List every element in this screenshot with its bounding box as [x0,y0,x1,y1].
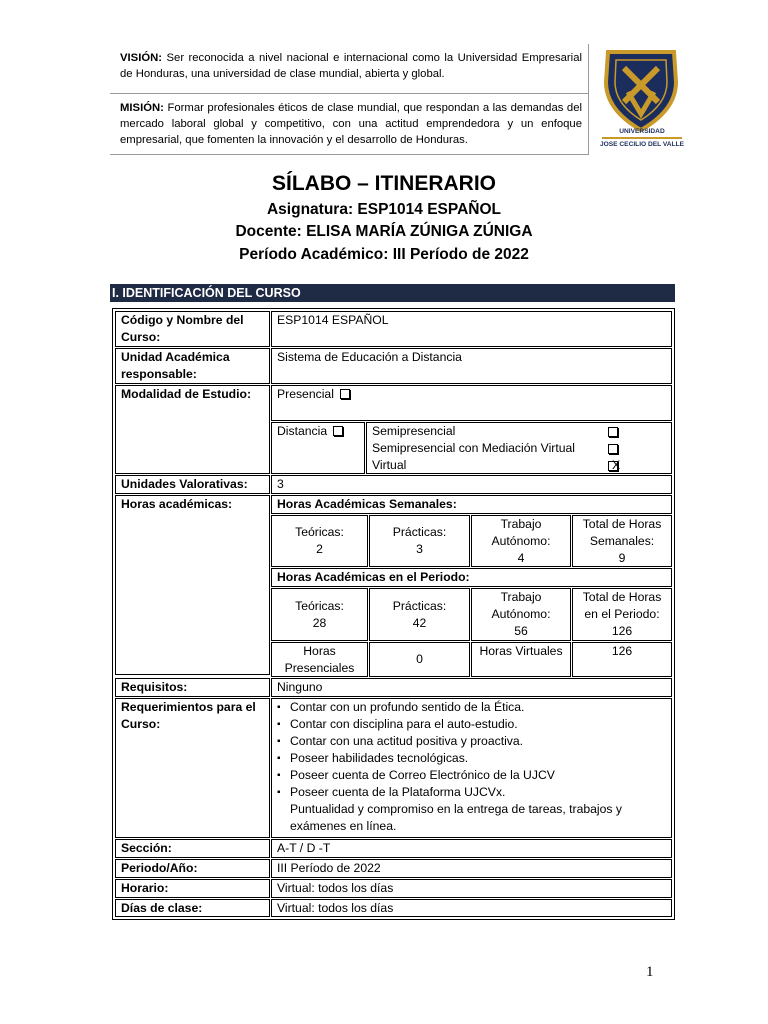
per-trabajo-label-2: Autónomo: [491,607,551,621]
checkbox-semipresencial-mediacion [608,444,618,454]
requisitos-label: Requisitos: [115,678,270,697]
codigo-label: Código y Nombre del Curso: [115,311,270,347]
header-divider [110,93,588,94]
list-item-extra: Puntualidad y compromiso en la entrega de tareas, trabajos y exámenes en línea. [290,802,622,833]
dias-label: Días de clase: [115,899,270,917]
presencial-cell [271,385,672,421]
vision-text: Ser reconocida a nivel nacional e internacional como la Universidad Empresarial de Honduras, una universidad de clase mundial, abierta y global. [120,52,582,80]
requerimientos-list [277,699,666,835]
vision-mission-box [110,44,589,155]
presenciales-label-2: Presenciales [284,661,355,675]
sem-teoricas-label: Teóricas: [295,525,344,539]
logo-line-1: UNIVERSIDAD [619,128,665,135]
checkbox-presencial [340,389,350,399]
per-practicas-cell [369,588,470,641]
sem-total-label-2: Semanales: [589,534,655,548]
seccion-value: A-T / D -T [271,839,672,858]
sem-trabajo-cell [471,515,571,567]
unidades-label: Unidades Valorativas: [115,475,270,494]
per-teoricas-label: Teóricas: [295,598,344,613]
mission-text: Formar profesionales éticos de clase mundial, que respondan a las demandas del mercado laboral global y competitivo, con una actitud emprendedora y un enfoque empresarial, que fomenten la innovación y el desarrollo de Honduras. [120,102,582,146]
semipresencial-mediacion-label: Semipresencial con Mediación Virtual [372,441,576,455]
sem-total-cell [572,515,672,567]
virtuales-label: Horas Virtuales [471,642,571,677]
sem-total-value: 9 [618,551,626,565]
per-practicas-value: 42 [412,615,427,630]
sem-trabajo-label-1: Trabajo [500,517,542,531]
vision-label: VISIÓN: [120,52,163,64]
mission-label: MISIÓN: [120,102,164,114]
periodo-header: Horas Académicas en el Periodo: [271,568,672,587]
requisitos-value: Ninguno [271,678,672,697]
horario-value: Virtual: todos los días [271,879,672,898]
presenciales-value: 0 [369,642,470,677]
per-total-label-2: en el Periodo: [584,607,660,621]
presenciales-label-cell [271,642,368,677]
periodo-anio-value: III Período de 2022 [271,859,672,878]
per-trabajo-label-1: Trabajo [500,590,542,604]
horario-label: Horario: [115,879,270,898]
per-teoricas-value: 28 [312,615,327,630]
list-item: ▪ Poseer cuenta de la Plataforma UJCVx. [277,784,666,801]
document-title: SÍLABO – ITINERARIO [271,172,497,195]
period-line: Período Académico: III Período de 2022 [239,246,529,263]
list-item: ▪ Poseer cuenta de Correo Electrónico de la UJCV [277,767,666,784]
per-total-cell [572,588,672,641]
requerimientos-label: Requerimientos para el Curso: [115,698,270,838]
periodo-anio-label: Periodo/Año: [115,859,270,878]
virtual-label: Virtual [372,458,407,472]
distancia-cell [271,422,365,474]
presenciales-label-1: Horas [303,644,336,658]
per-total-value: 126 [611,624,633,638]
list-item: ▪ Poseer habilidades tecnológicas. [277,750,666,767]
logo-caption [596,128,688,149]
distancia-options-cell [366,422,672,474]
page-number: 1 [646,964,654,980]
requerimientos-cell [271,698,672,838]
per-trabajo-cell [471,588,571,641]
sem-practicas-value: 3 [416,542,423,556]
per-trabajo-value: 56 [514,624,528,638]
per-total-label-1: Total de Horas [582,590,662,604]
codigo-value: ESP1014 ESPAÑOL [271,311,672,347]
unidades-value: 3 [271,475,672,494]
list-item: ▪ Contar con una actitud positiva y proactiva. [277,733,666,750]
distancia-label: Distancia [277,424,328,438]
virtual-mark: X [612,458,621,472]
sem-teoricas-value: 2 [316,542,323,556]
teacher-line: Docente: ELISA MARÍA ZÚNIGA ZÚNIGA [235,223,533,240]
per-teoricas-cell [271,588,368,641]
checkbox-distancia [333,426,343,436]
vision-paragraph [120,50,582,82]
list-item: ▪ Contar con un profundo sentido de la Ética. [277,699,666,716]
sem-trabajo-label-2: Autónomo: [491,534,551,548]
seccion-label: Sección: [115,839,270,858]
subject-line: Asignatura: ESP1014 ESPAÑOL [266,201,501,218]
horas-label: Horas académicas: [115,495,270,675]
section-heading: I. IDENTIFICACIÓN DEL CURSO [110,284,675,302]
virtuales-value: 126 [572,642,672,677]
semipresencial-label: Semipresencial [372,424,456,438]
sem-total-label-1: Total de Horas [582,517,662,531]
semanales-header: Horas Académicas Semanales: [271,495,672,514]
course-table [112,308,675,920]
list-item: ▪ Contar con disciplina para el auto-estudio. [277,716,666,733]
logo-line-2: JOSE CECILIO DEL VALLE [599,141,685,148]
sem-practicas-cell [369,515,470,567]
dias-value: Virtual: todos los días [271,899,672,917]
sem-practicas-label: Prácticas: [392,525,447,539]
mission-paragraph [120,100,582,148]
sem-teoricas-cell [271,515,368,567]
presencial-label: Presencial [277,387,334,401]
per-practicas-label: Prácticas: [392,598,447,613]
checkbox-semipresencial [608,427,618,437]
sem-trabajo-value: 4 [517,551,525,565]
unidad-label: Unidad Académica responsable: [115,348,270,384]
unidad-value: Sistema de Educación a Distancia [271,348,672,384]
modalidad-label: Modalidad de Estudio: [115,385,270,474]
